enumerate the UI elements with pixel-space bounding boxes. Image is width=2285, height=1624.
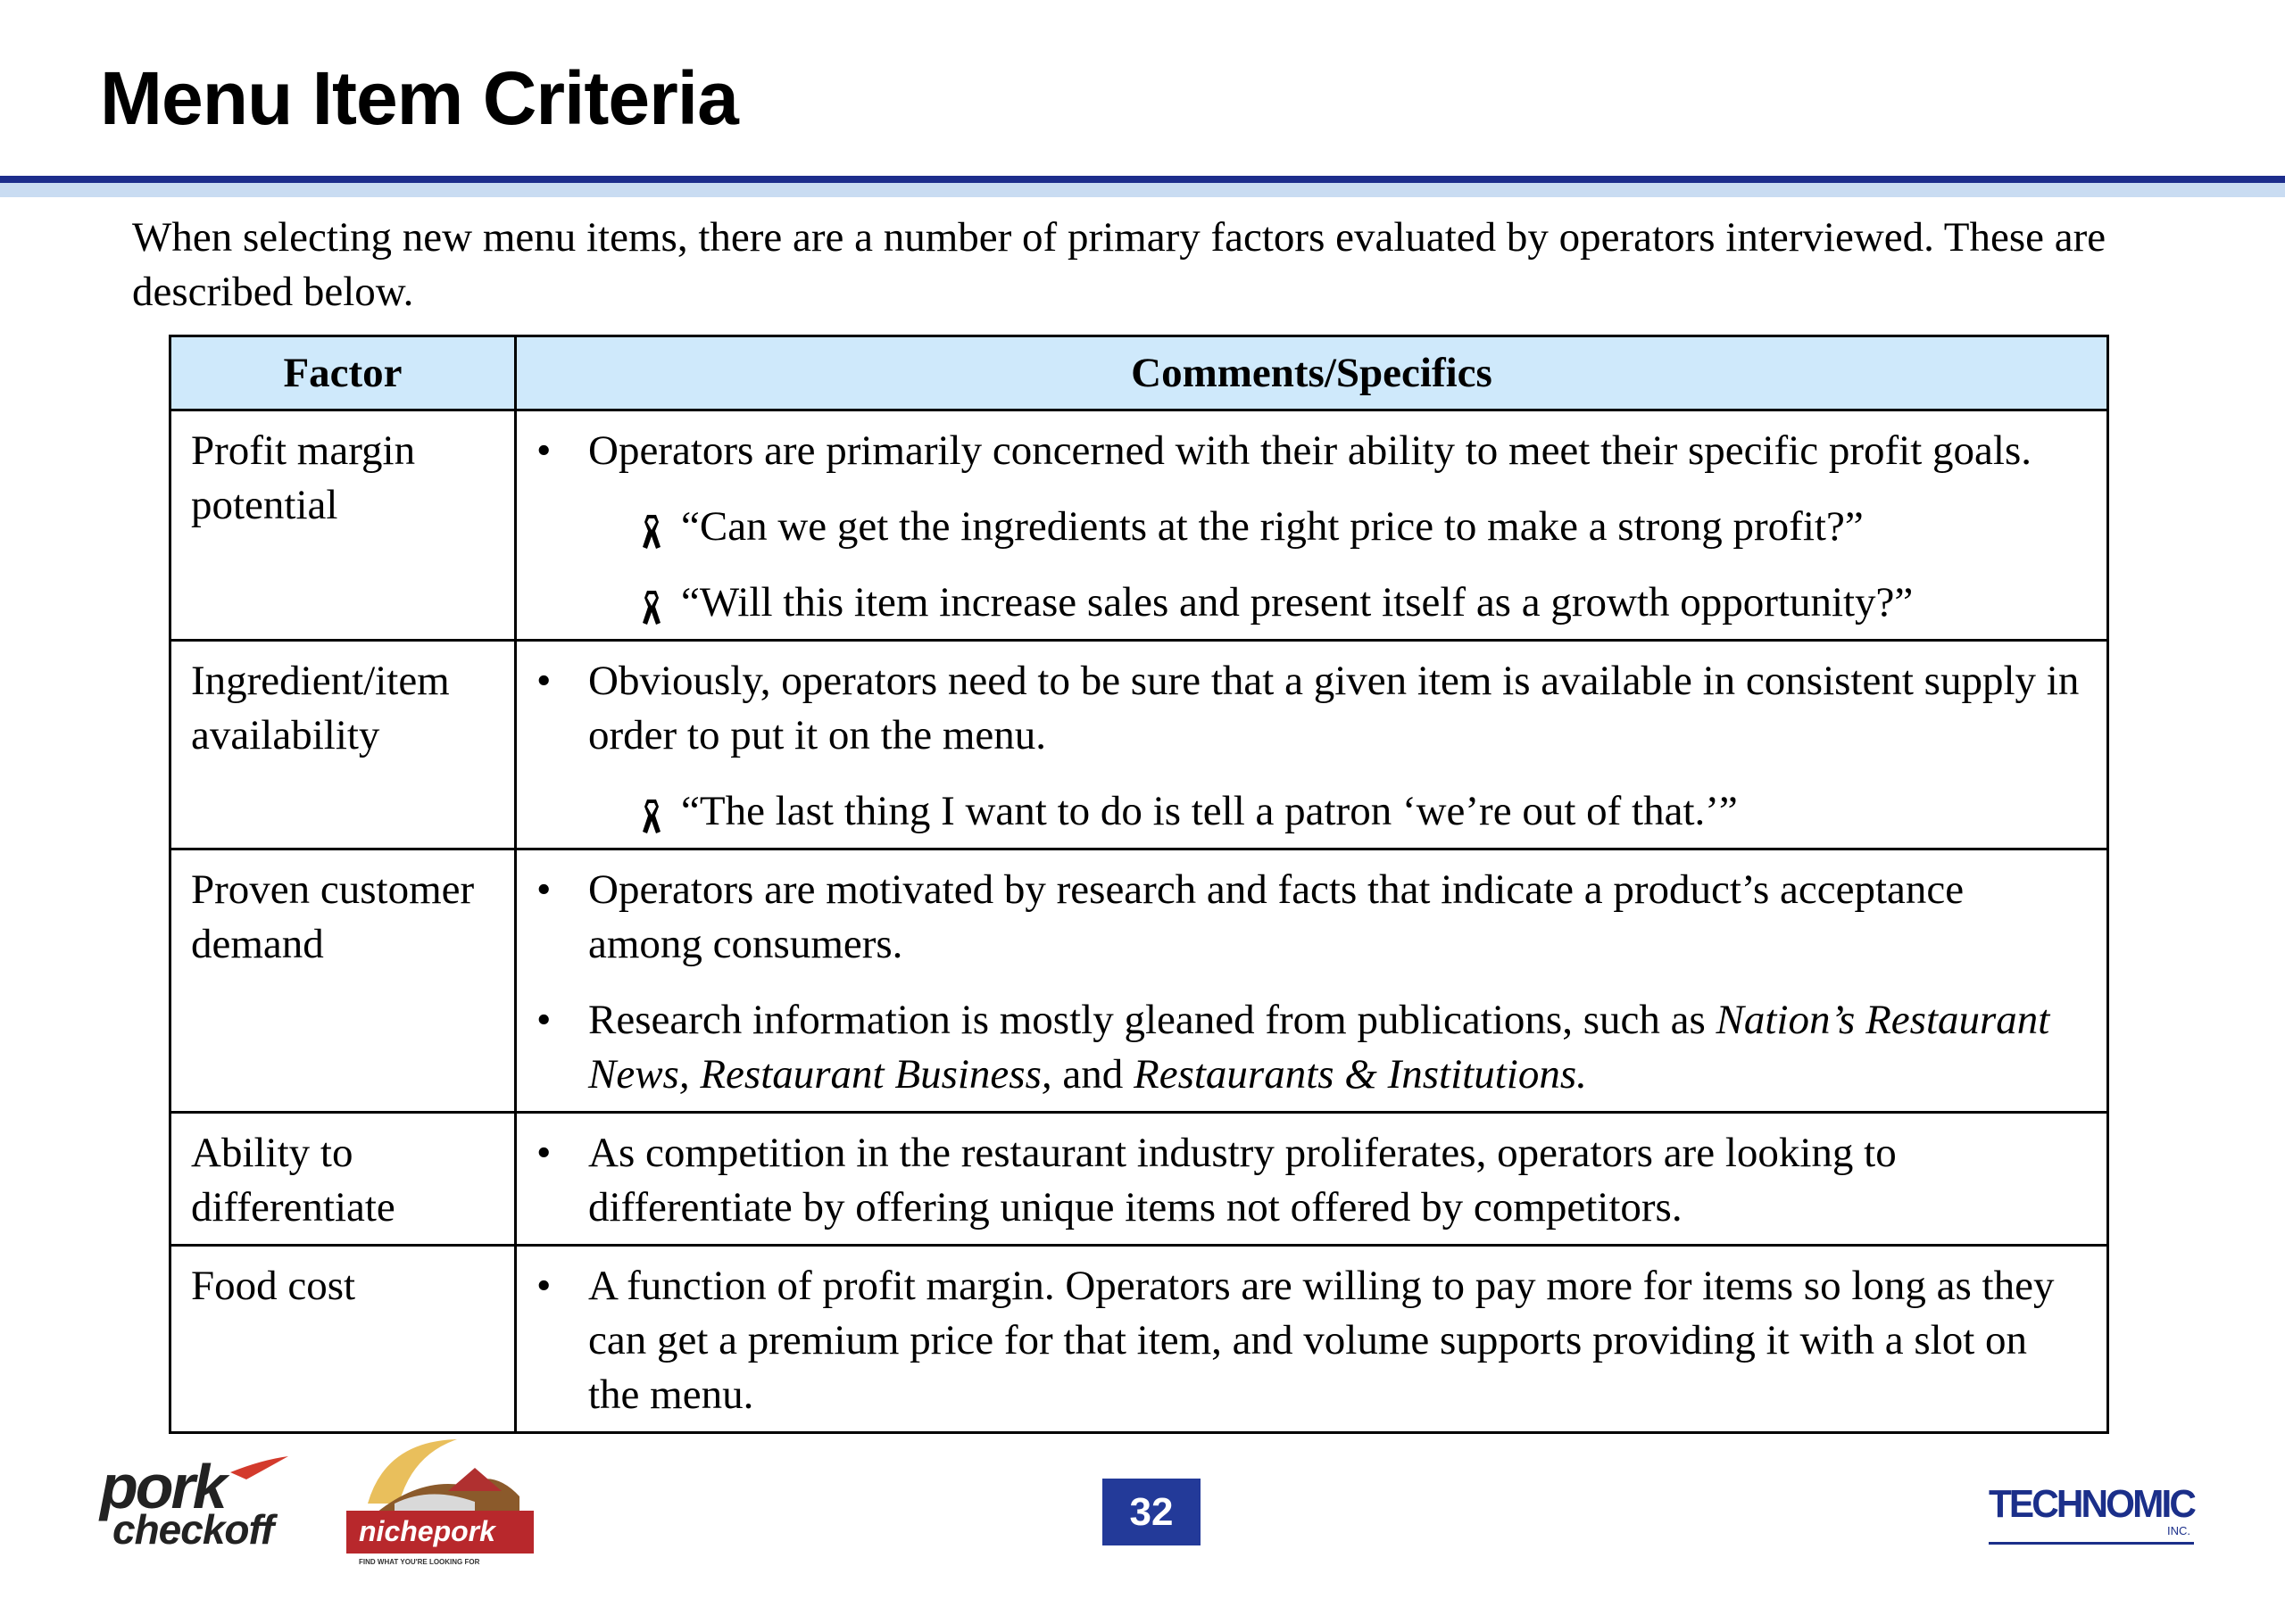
bullet-text: Operators are motivated by research and facts that indicate a product’s acceptance among consumers. bbox=[588, 866, 1965, 967]
table-row bbox=[170, 410, 2108, 641]
comments-cell bbox=[516, 1113, 2108, 1246]
intro-text: When selecting new menu items, there are a number of primary factors evaluated by operators interviewed. These are described below. bbox=[132, 214, 2106, 315]
bullet-text: A function of profit margin. Operators are willing to pay more for items so long as they can get a premium price for that item, and volume supports providing it with a slot on the menu. bbox=[588, 1263, 2055, 1418]
quote-text: “Can we get the ingredients at the right price to make a strong profit?” bbox=[681, 503, 1864, 550]
page-number: 32 bbox=[1102, 1479, 1201, 1545]
criteria-table bbox=[169, 335, 2109, 1434]
pork-checkoff-logo bbox=[96, 1453, 297, 1551]
technomic-logo bbox=[1987, 1479, 2198, 1549]
technomic-inc: INC. bbox=[2167, 1524, 2190, 1537]
comments-cell bbox=[516, 410, 2108, 641]
bullet-item bbox=[536, 863, 2087, 972]
checkoff-text: checkoff bbox=[112, 1506, 274, 1551]
ribbon-icon bbox=[642, 500, 681, 554]
quote-text: “Will this item increase sales and present itself as a growth opportunity?” bbox=[681, 579, 1914, 626]
publication-names: Nation’s Restaurant News, Restaurant Business, bbox=[588, 997, 2050, 1098]
bullet-text: Operators are primarily concerned with their ability to meet their specific profit goals. bbox=[588, 427, 2032, 474]
comments-cell bbox=[516, 1246, 2108, 1433]
bullet-text-mid: and bbox=[1051, 1051, 1134, 1098]
bullet-text bbox=[588, 993, 2087, 1102]
bullet-dot: • bbox=[536, 866, 552, 913]
ribbon-icon bbox=[642, 784, 681, 839]
nichepork-text: nichepork bbox=[359, 1515, 495, 1547]
bullet-dot: • bbox=[536, 1263, 552, 1309]
comments-cell bbox=[516, 849, 2108, 1113]
factor-cell: Food cost bbox=[170, 1246, 516, 1433]
bullet-item bbox=[536, 1259, 2087, 1422]
comments-cell bbox=[516, 641, 2108, 849]
bullet-text: Obviously, operators need to be sure that a given item is available in consistent supply in order to put it on the menu. bbox=[588, 658, 2080, 758]
pork-text: pork bbox=[100, 1453, 225, 1521]
factor-cell: Ingredient/item availability bbox=[170, 641, 516, 849]
bullet-dot: • bbox=[536, 658, 552, 704]
technomic-text: TECHNOMIC bbox=[1989, 1482, 2197, 1526]
bullet-item bbox=[536, 993, 2087, 1102]
bullet-dot: • bbox=[536, 997, 552, 1043]
table-header-row bbox=[170, 336, 2108, 410]
bullet-text-prefix: Research information is mostly gleaned from publications, such as bbox=[588, 997, 1716, 1043]
table-row bbox=[170, 641, 2108, 849]
bullet-item bbox=[536, 1126, 2087, 1235]
factor-cell: Profit margin potential bbox=[170, 410, 516, 641]
page-title: Menu Item Criteria bbox=[100, 56, 738, 140]
bullet-dot: • bbox=[536, 427, 552, 474]
quote-item bbox=[642, 500, 2087, 554]
quote-text: “The last thing I want to do is tell a patron ‘we’re out of that.’” bbox=[681, 788, 1738, 834]
quote-item bbox=[642, 784, 2087, 839]
table-row bbox=[170, 1113, 2108, 1246]
bullet-dot: • bbox=[536, 1130, 552, 1176]
publication-name: Restaurants & Institutions. bbox=[1134, 1051, 1587, 1098]
quote-item bbox=[642, 576, 2087, 630]
bullet-item bbox=[536, 424, 2087, 478]
factor-cell: Ability to differentiate bbox=[170, 1113, 516, 1246]
bullet-item bbox=[536, 654, 2087, 763]
nichepork-tagline: FIND WHAT YOU'RE LOOKING FOR bbox=[359, 1558, 480, 1566]
title-rule-shadow bbox=[0, 183, 2285, 197]
header-comments: Comments/Specifics bbox=[516, 336, 2108, 410]
nichepork-logo bbox=[341, 1432, 539, 1566]
table-row bbox=[170, 1246, 2108, 1433]
bullet-text: As competition in the restaurant industry proliferates, operators are looking to differentiate by offering unique items not offered by competitors. bbox=[588, 1130, 1897, 1230]
table-row bbox=[170, 849, 2108, 1113]
ribbon-icon bbox=[642, 576, 681, 630]
factor-cell: Proven customer demand bbox=[170, 849, 516, 1113]
title-rule bbox=[0, 176, 2285, 183]
header-factor: Factor bbox=[170, 336, 516, 410]
